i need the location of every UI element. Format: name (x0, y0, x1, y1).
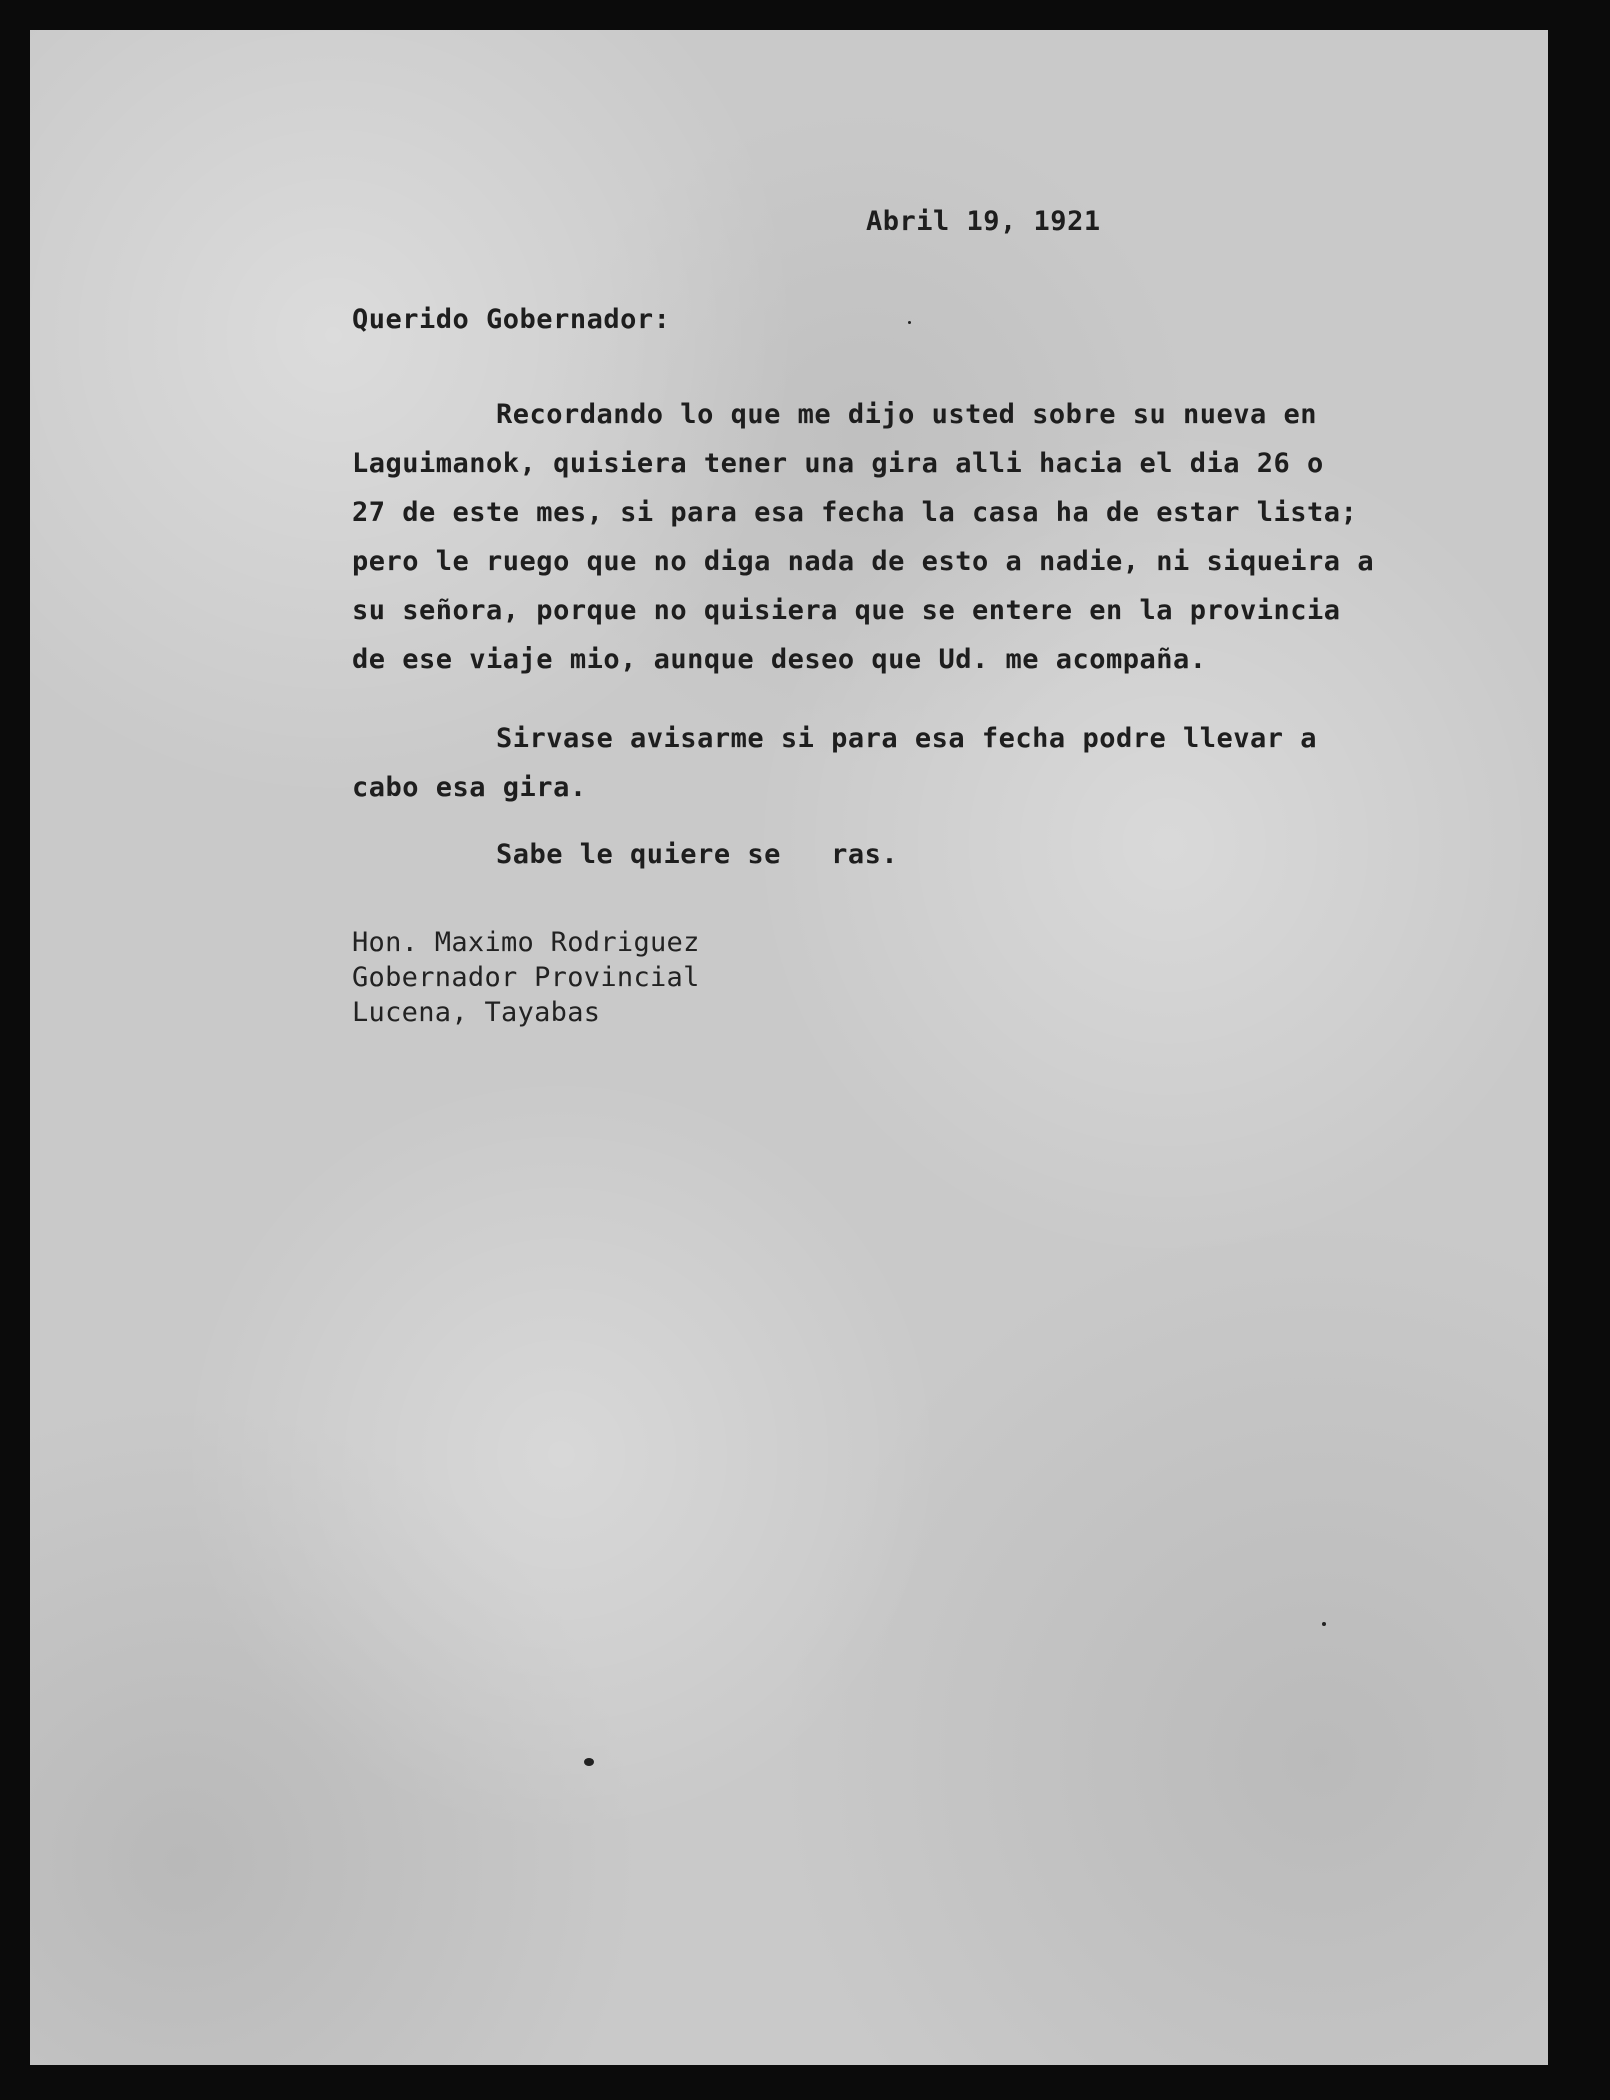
paragraph-1-line-4: pero le ruego que no diga nada de esto a nadie, ni siqueira a (352, 546, 1375, 577)
ink-speck (584, 1758, 594, 1766)
letter-date: Abril 19, 1921 (866, 206, 1101, 237)
paragraph-1-line-2: Laguimanok, quisiera tener una gira alli hacia el dia 26 o (352, 448, 1324, 479)
paragraph-1-line-5: su señora, porque no quisiera que se entere en la provincia (352, 595, 1341, 626)
ink-speck (1322, 1622, 1326, 1626)
paragraph-2-line-2: cabo esa gira. (352, 772, 587, 803)
address-line-1: Hon. Maximo Rodriguez (352, 927, 700, 958)
paragraph-1-line-6: de ese viaje mio, aunque deseo que Ud. me acompaña. (352, 644, 1207, 675)
letter-closing: Sabe le quiere se ras. (496, 839, 899, 870)
letter-salutation: Querido Gobernador: (352, 304, 671, 335)
paragraph-2-line-1: Sirvase avisarme si para esa fecha podre llevar a (496, 723, 1318, 754)
paragraph-1-line-3: 27 de este mes, si para esa fecha la casa ha de estar lista; (352, 497, 1358, 528)
paragraph-1-line-1: Recordando lo que me dijo usted sobre su nueva en (496, 399, 1318, 430)
address-line-3: Lucena, Tayabas (352, 997, 601, 1028)
ink-speck (908, 321, 911, 324)
letter-paper (30, 30, 1548, 2065)
address-line-2: Gobernador Provincial (352, 962, 700, 993)
